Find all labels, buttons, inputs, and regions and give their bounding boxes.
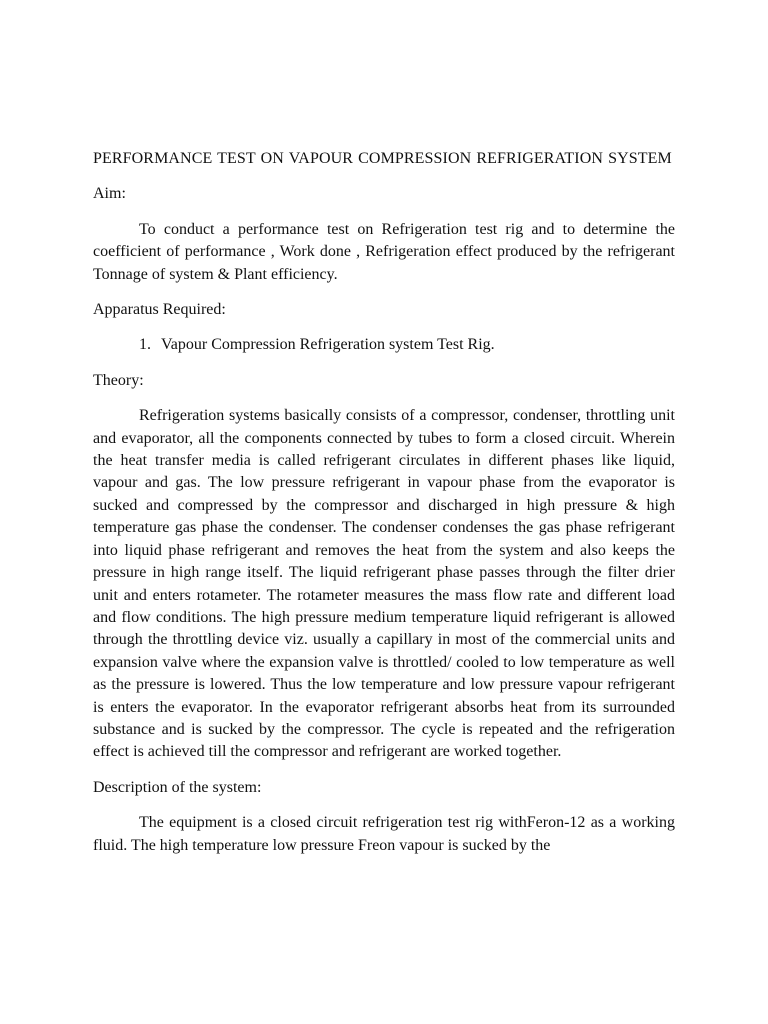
list-item — [93, 334, 675, 356]
theory-paragraph: Refrigeration systems basically consists of a compressor, condenser, throttling unit and evaporator, all the components connected by tubes to form a closed circuit. Wherein the heat transfer media is called refrigerant circulates in different phases like liquid, vapour and gas. The low pressure refrigerant in vapour phase from the evaporator is sucked and compressed by the compressor and discharged in high pressure & high temperature gas phase the condenser. The condenser condenses the gas phase refrigerant into liquid phase refrigerant and removes the heat from the system and also keeps the pressure in high range itself. The liquid refrigerant phase passes through the filter drier unit and enters rotameter. The rotameter measures the mass flow rate and different load and flow conditions. The high pressure medium temperature liquid refrigerant is allowed through the throttling device viz. usually a capillary in most of the commercial units and expansion valve where the expansion valve is throttled/ cooled to low temperature as well as the pressure is lowered. Thus the low temperature and low pressure vapour refrigerant is enters the evaporator. In the evaporator refrigerant absorbs heat from its surrounded substance and is sucked by the compressor. The cycle is repeated and the refrigeration effect is achieved till the compressor and refrigerant are worked together. — [93, 407, 675, 761]
list-item-number: 1. — [139, 336, 151, 354]
document-title: PERFORMANCE TEST ON VAPOUR COMPRESSION REFRIGERATION SYSTEM — [93, 150, 672, 167]
description-heading: Description of the system: — [93, 778, 262, 796]
apparatus-list — [93, 334, 675, 356]
document-page — [93, 148, 675, 870]
description-paragraph: The equipment is a closed circuit refrigeration test rig withFeron-12 as a working fluid. The high temperature low pressure Freon vapour is sucked by the — [93, 814, 675, 854]
list-item-text: Vapour Compression Refrigeration system Test Rig. — [161, 336, 495, 354]
theory-heading: Theory: — [93, 371, 144, 389]
aim-paragraph: To conduct a performance test on Refrigeration test rig and to determine the coefficient of performance , Work done , Refrigeration effect produced by the refrigerant Tonnage of system & Plant efficiency. — [93, 220, 675, 283]
aim-heading: Aim: — [93, 185, 126, 203]
apparatus-heading: Apparatus Required: — [93, 301, 226, 319]
